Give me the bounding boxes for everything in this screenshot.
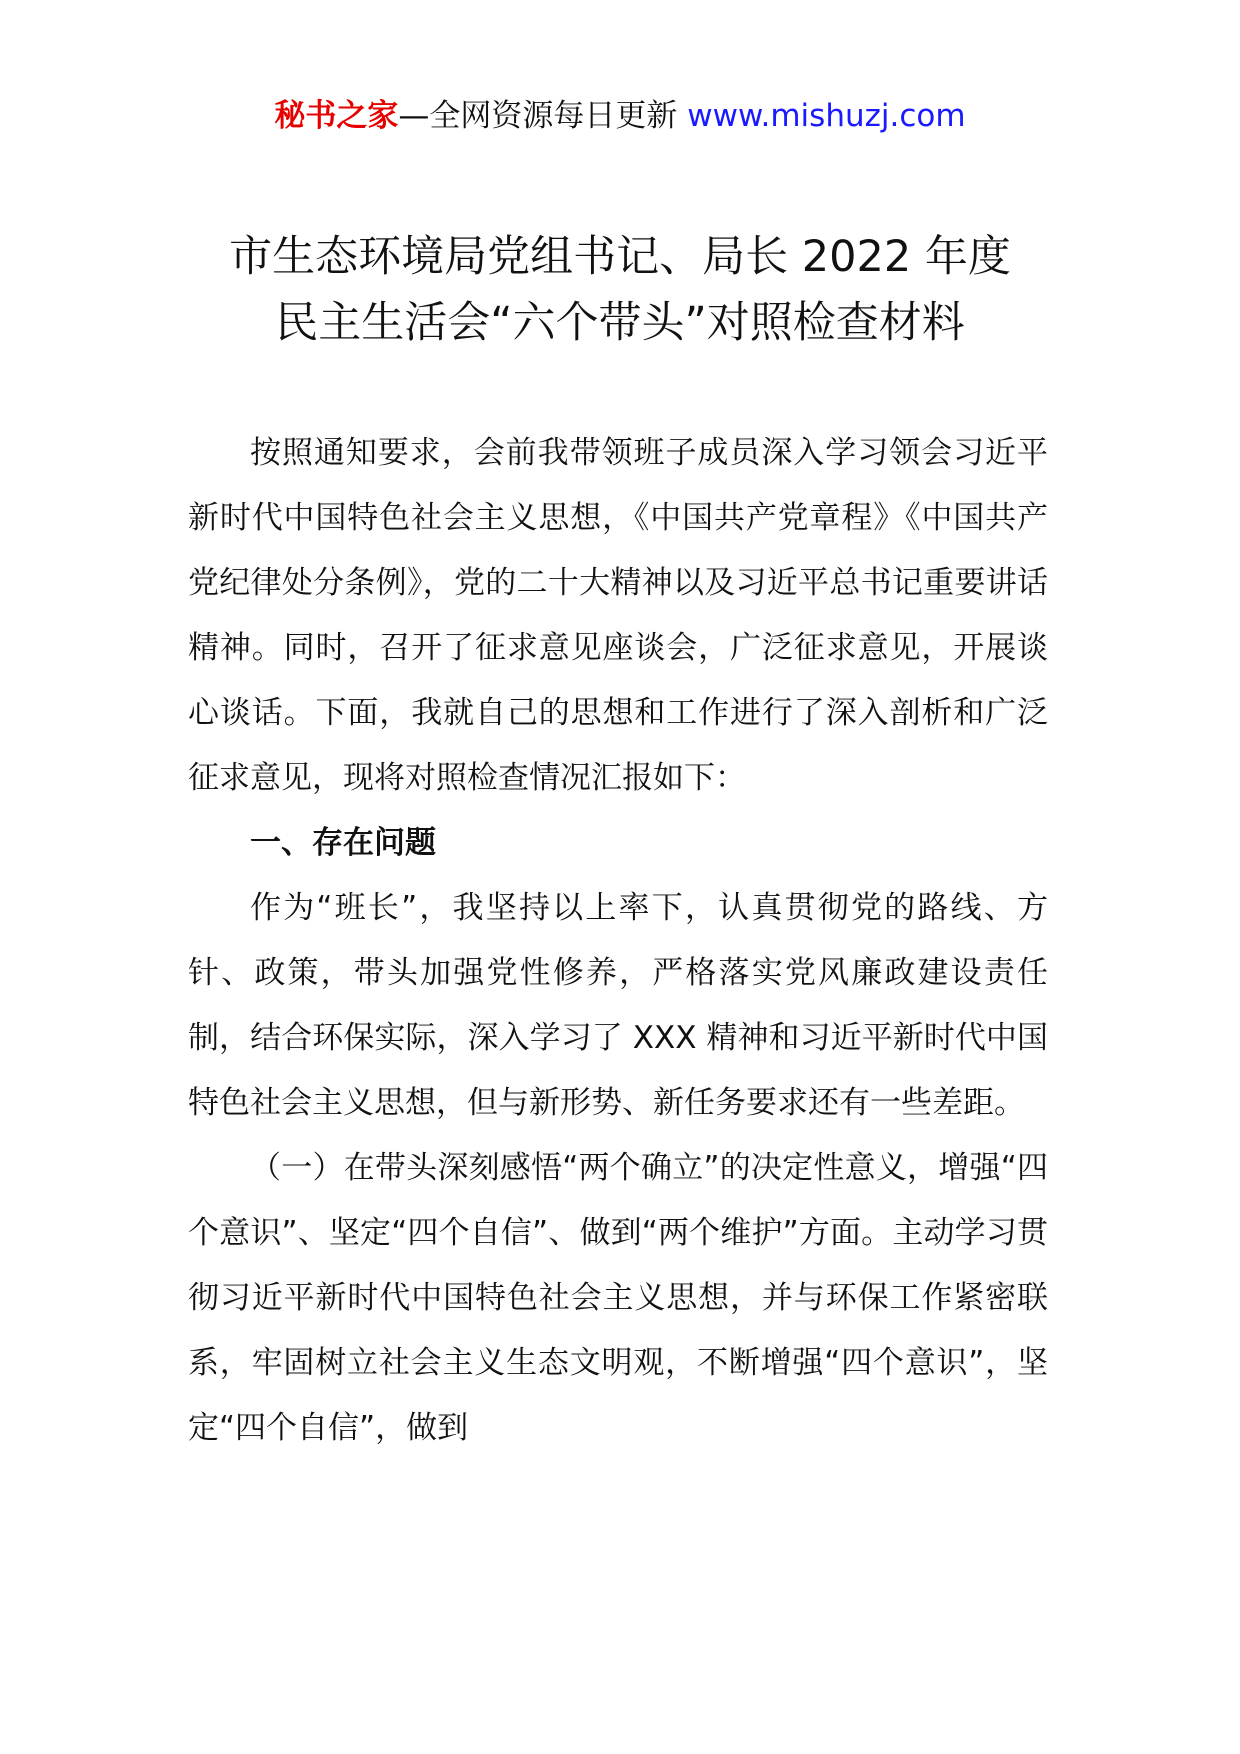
site-banner <box>0 96 1240 136</box>
site-url-link[interactable]: www.mishuzj.com <box>687 98 966 134</box>
body-paragraph: （一）在带头深刻感悟“两个确立”的决定性意义，增强“四个意识”、坚定“四个自信”、做到“两个维护”方面。主动学习贯彻习近平新时代中国特色社会主义思想，并与环保工作紧密联系，牢固树立社会主义生态文明观，不断增强“四个意识”，坚定“四个自信”，做到 <box>188 1150 1048 1446</box>
document-title <box>0 224 1240 356</box>
title-line-2: 民主生活会“六个带头”对照检查材料 <box>275 298 965 348</box>
body-paragraph: 作为“班长”，我坚持以上率下，认真贯彻党的路线、方针、政策，带头加强党性修养，严格落实党风廉政建设责任制，结合环保实际，深入学习了 XXX 精神和习近平新时代中国特色社会主义思想，但与新形势、新任务要求还有一些差距。 <box>188 890 1048 1121</box>
title-line-1: 市生态环境局党组书记、局长 2022 年度 <box>229 232 1011 282</box>
intro-paragraph: 按照通知要求，会前我带领班子成员深入学习领会习近平新时代中国特色社会主义思想，《中国共产党章程》《中国共产党纪律处分条例》，党的二十大精神以及习近平总书记重要讲话精神。同时，召开了征求意见座谈会，广泛征求意见，开展谈心谈话。下面，我就自己的思想和工作进行了深入剖析和广泛征求意见，现将对照检查情况汇报如下： <box>188 435 1048 796</box>
brand-name: 秘书之家 <box>274 98 399 134</box>
document-body <box>188 421 1048 1461</box>
banner-tagline: —全网资源每日更新 <box>398 98 678 134</box>
section-heading: 一、存在问题 <box>250 825 436 861</box>
